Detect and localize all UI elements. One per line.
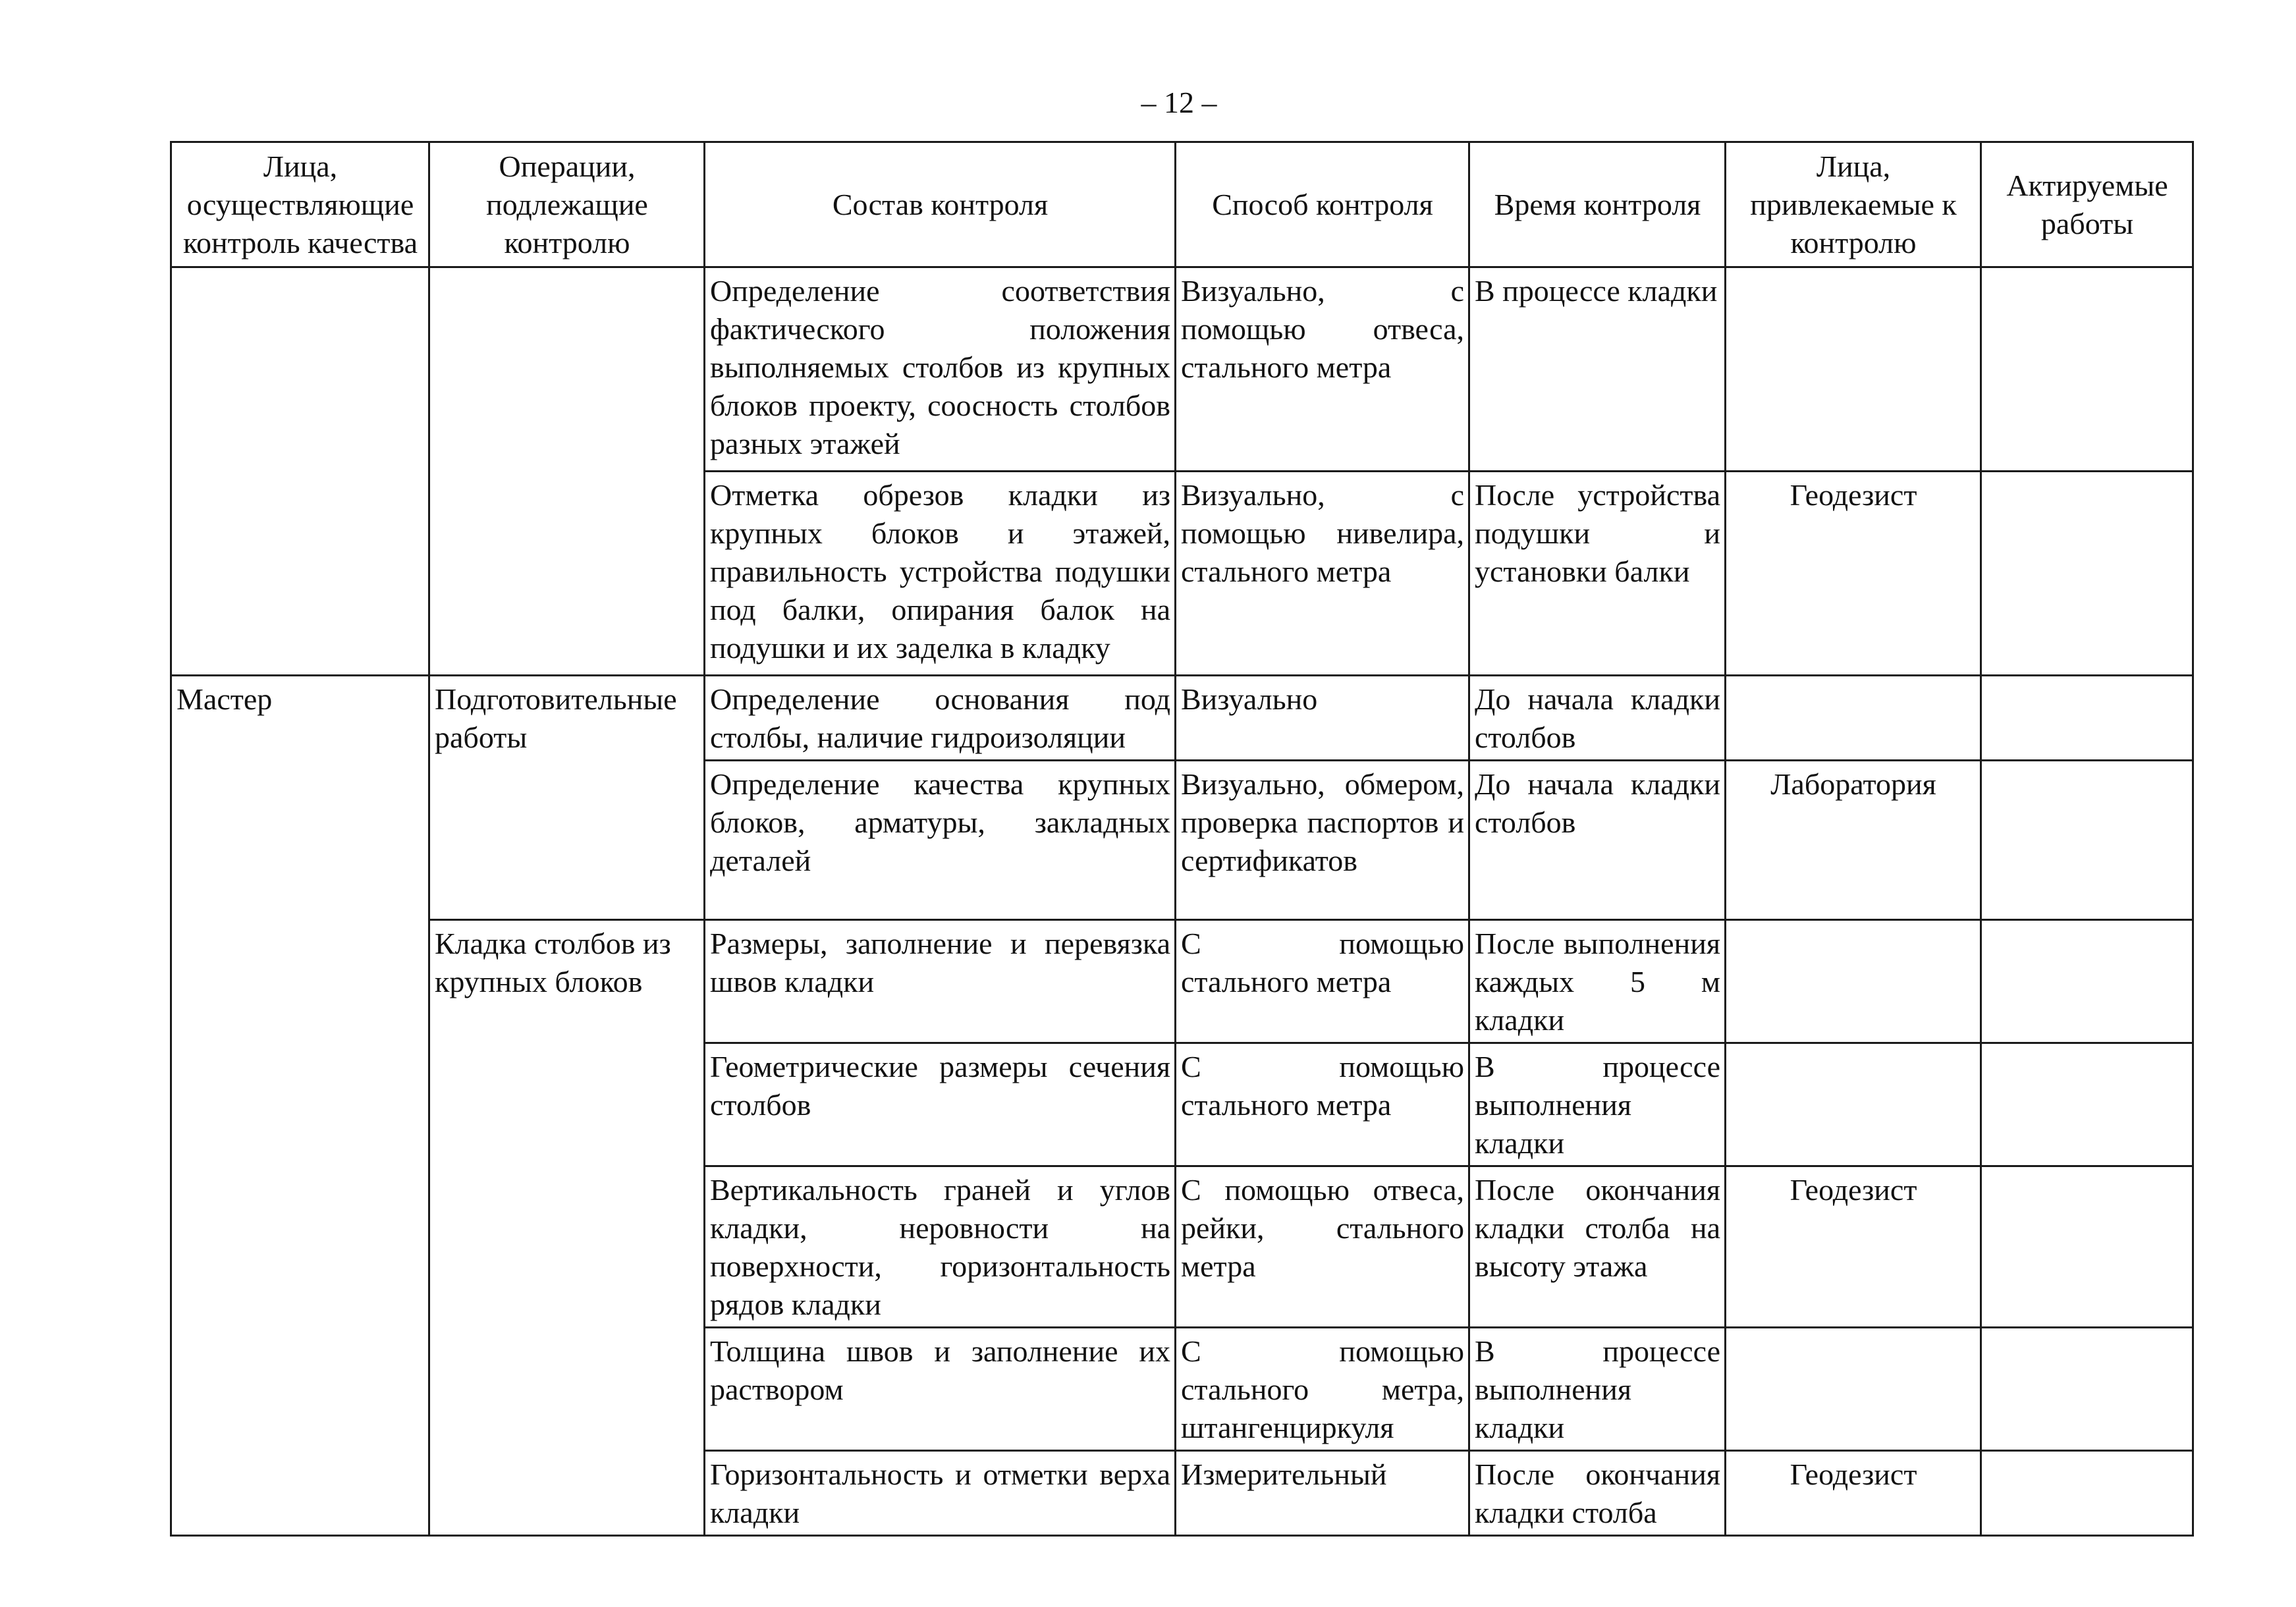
involved-cell xyxy=(1726,267,1981,472)
table-row xyxy=(171,267,2193,472)
acts-cell xyxy=(1981,1166,2193,1328)
table-header-row xyxy=(171,142,2193,267)
composition-cell: Определение соответствия фактического положения выполняемых столбов из крупных блоков проекту, соосность столбов разных этажей xyxy=(705,267,1176,472)
time-cell: В процессе выполнения кладки xyxy=(1469,1328,1726,1451)
time-cell: До начала кладки столбов xyxy=(1469,676,1726,761)
table-row xyxy=(171,920,2193,1043)
time-cell: В процессе кладки xyxy=(1469,267,1726,472)
method-cell: Измерительный xyxy=(1176,1451,1469,1536)
header-operations: Операции, подлежащие контролю xyxy=(429,142,705,267)
acts-cell xyxy=(1981,1451,2193,1536)
involved-cell: Лаборатория xyxy=(1726,761,1981,920)
operations-cell: Подготовительные работы xyxy=(429,676,705,920)
involved-cell xyxy=(1726,676,1981,761)
header-composition: Состав контроля xyxy=(705,142,1176,267)
operations-cell: Кладка столбов из крупных блоков xyxy=(429,920,705,1536)
composition-cell: Вертикальность граней и углов кладки, неровности на поверхности, горизонтальность рядов кладки xyxy=(705,1166,1176,1328)
method-cell: С помощью стального метра xyxy=(1176,920,1469,1043)
composition-cell: Определение основания под столбы, наличие гидроизоляции xyxy=(705,676,1176,761)
involved-cell: Геодезист xyxy=(1726,472,1981,676)
method-cell: Визуально xyxy=(1176,676,1469,761)
acts-cell xyxy=(1981,1043,2193,1166)
header-involved: Лица, привлекаемые к контролю xyxy=(1726,142,1981,267)
acts-cell xyxy=(1981,1328,2193,1451)
involved-cell xyxy=(1726,920,1981,1043)
header-method: Способ контроля xyxy=(1176,142,1469,267)
method-cell: С помощью стального метра xyxy=(1176,1043,1469,1166)
header-acts: Актируемые работы xyxy=(1981,142,2193,267)
involved-cell: Геодезист xyxy=(1726,1451,1981,1536)
time-cell: До начала кладки столбов xyxy=(1469,761,1726,920)
method-cell: Визуально, обмером, проверка паспортов и сертификатов xyxy=(1176,761,1469,920)
acts-cell xyxy=(1981,761,2193,920)
method-cell: Визуально, с помощью отвеса, стального метра xyxy=(1176,267,1469,472)
table-row xyxy=(171,676,2193,761)
quality-control-table xyxy=(170,141,2194,1537)
composition-cell: Толщина швов и заполнение их раствором xyxy=(705,1328,1176,1451)
time-cell: После выполнения каждых 5 м кладки xyxy=(1469,920,1726,1043)
time-cell: После окончания кладки столба xyxy=(1469,1451,1726,1536)
method-cell: Визуально, с помощью нивелира, стального метра xyxy=(1176,472,1469,676)
method-cell: С помощью отвеса, рейки, стального метра xyxy=(1176,1166,1469,1328)
acts-cell xyxy=(1981,920,2193,1043)
composition-cell: Горизонтальность и отметки верха кладки xyxy=(705,1451,1176,1536)
composition-cell: Отметка обрезов кладки из крупных блоков и этажей, правильность устройства подушки под балки, опирания балок на подушки и их заделка в кладку xyxy=(705,472,1176,676)
involved-cell: Геодезист xyxy=(1726,1166,1981,1328)
method-cell: С помощью стального метра, штангенциркуля xyxy=(1176,1328,1469,1451)
operations-cell-empty xyxy=(429,267,705,676)
involved-cell xyxy=(1726,1328,1981,1451)
acts-cell xyxy=(1981,676,2193,761)
time-cell: После окончания кладки столба на высоту этажа xyxy=(1469,1166,1726,1328)
header-persons: Лица, осуществляющие контроль качества xyxy=(171,142,429,267)
composition-cell: Определение качества крупных блоков, арматуры, закладных деталей xyxy=(705,761,1176,920)
time-cell: В процессе выполнения кладки xyxy=(1469,1043,1726,1166)
time-cell: После устройства подушки и установки балки xyxy=(1469,472,1726,676)
header-time: Время контроля xyxy=(1469,142,1726,267)
acts-cell xyxy=(1981,472,2193,676)
composition-cell: Геометрические размеры сечения столбов xyxy=(705,1043,1176,1166)
composition-cell: Размеры, заполнение и перевязка швов кладки xyxy=(705,920,1176,1043)
page-number: – 12 – xyxy=(1141,86,1217,119)
persons-cell: Мастер xyxy=(171,676,429,1536)
involved-cell xyxy=(1726,1043,1981,1166)
persons-cell-empty xyxy=(171,267,429,676)
acts-cell xyxy=(1981,267,2193,472)
